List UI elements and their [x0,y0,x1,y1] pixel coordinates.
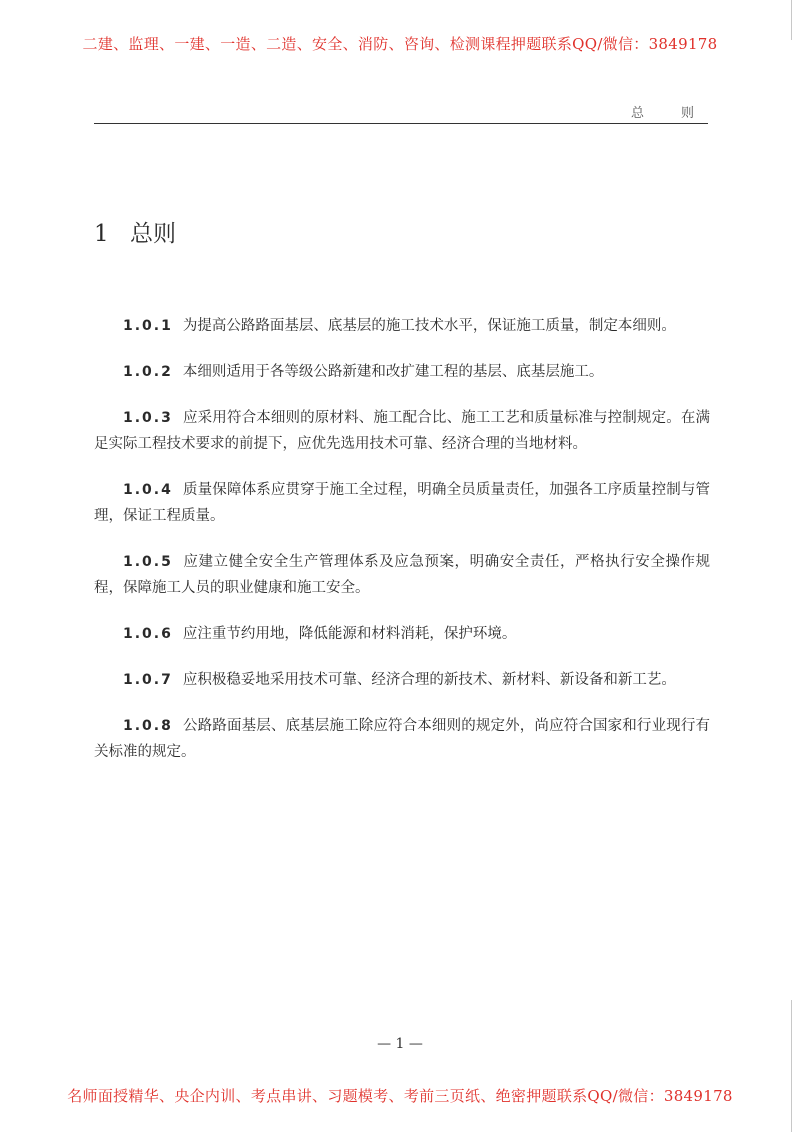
clause-number: 1.0.7 [123,672,173,688]
clause-text: 公路路面基层、底基层施工除应符合本细则的规定外，尚应符合国家和行业现行有关标准的规定。 [94,718,710,760]
clause-text: 质量保障体系应贯穿于施工全过程，明确全员质量责任，加强各工序质量控制与管理，保证工程质量。 [94,482,710,524]
clause-number: 1.0.5 [123,554,173,570]
chapter-number: 1 [94,221,109,247]
clause-list [94,313,710,785]
clause-text: 应积极稳妥地采用技术可靠、经济合理的新技术、新材料、新设备和新工艺。 [182,672,676,688]
scan-edge-mark [791,1000,792,1132]
clause-number: 1.0.3 [123,410,173,426]
clause-text: 应注重节约用地，降低能源和材料消耗，保护环境。 [182,626,517,642]
clause-text: 应建立健全安全生产管理体系及应急预案，明确安全责任，严格执行安全操作规程，保障施工人员的职业健康和施工安全。 [94,554,710,596]
clause [94,621,710,647]
running-header: 总 则 [630,106,706,121]
clause-number: 1.0.4 [123,482,173,498]
clause [94,713,710,765]
clause-number: 1.0.6 [123,626,173,642]
clause-text: 本细则适用于各等级公路新建和改扩建工程的基层、底基层施工。 [182,364,604,380]
clause-text: 为提高公路路面基层、底基层的施工技术水平，保证施工质量，制定本细则。 [182,318,676,334]
chapter-title [94,215,176,248]
clause-text: 应采用符合本细则的原材料、施工配合比、施工工艺和质量标准与控制规定。在满足实际工程技术要求的前提下，应优先选用技术可靠、经济合理的当地材料。 [94,410,710,452]
clause-number: 1.0.2 [123,364,173,380]
clause [94,359,710,385]
scan-edge-mark [791,0,792,40]
promo-banner-top: 二建、监理、一建、一造、二造、安全、消防、咨询、检测课程押题联系QQ/微信：3849178 [82,35,718,53]
clause [94,477,710,529]
header-divider [94,123,708,124]
clause [94,549,710,601]
page-number: — 1 — [377,1036,423,1052]
promo-banner-bottom: 名师面授精华、央企内训、考点串讲、习题模考、考前三页纸、绝密押题联系QQ/微信：3849178 [67,1087,733,1105]
clause [94,405,710,457]
chapter-heading-text: 总则 [130,221,176,247]
clause [94,313,710,339]
clause-number: 1.0.1 [123,318,173,334]
clause [94,667,710,693]
clause-number: 1.0.8 [123,718,173,734]
